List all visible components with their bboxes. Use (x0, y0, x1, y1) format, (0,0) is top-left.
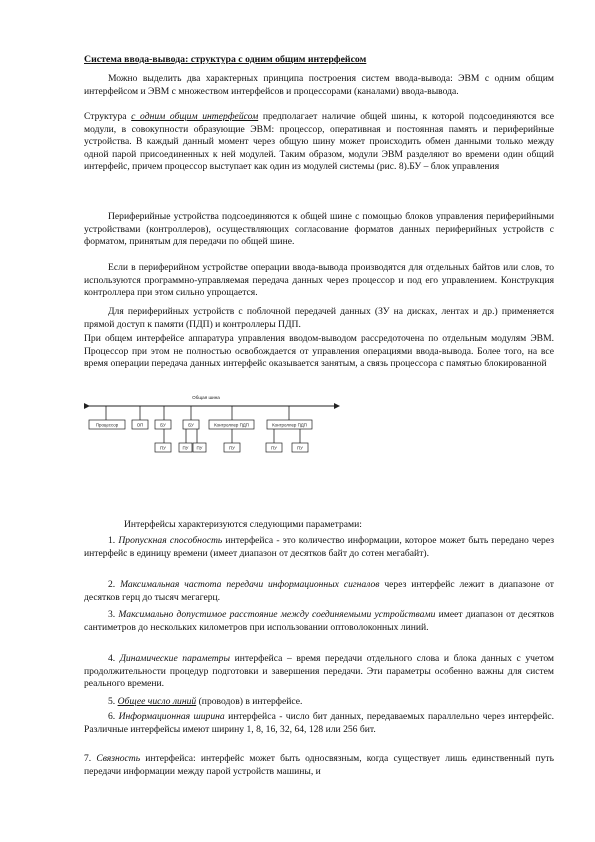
bus-structure-diagram (84, 392, 344, 460)
paragraph-structure-term: с одним общим интерфейсом (131, 111, 259, 122)
bus-label: Общая шина (192, 395, 220, 400)
device-label: ПУ (271, 445, 277, 451)
device-label: ПУ (297, 445, 303, 451)
paragraph-peripherals: Периферийные устройства подсоединяются к общей шине с помощью блоков управления периферийными устройствами (контроллеров), осуществляющих согласование форматов данных периферийных устройств с форматом, принятым для передачи по общей шине. (84, 211, 554, 248)
parameter-item-6: 6. Информационная ширина интерфейса - число бит данных, передаваемых параллельно через интерфейс. Различные интерфейсы имеют ширину 1, 8, 16, 32, 64, 128 или 256 бит. (84, 711, 554, 735)
parameter-term: Общее число линий (117, 696, 197, 707)
parameters-intro: Интерфейсы характеризуются следующими параметрами: (124, 519, 362, 530)
parameter-item-1: 1. Пропускная способность интерфейса - это количество информации, которое может быть передано через интерфейс в единицу времени (имеет диапазон от десятков байт до сотен мегабайт). (84, 535, 554, 559)
parameter-item-5: 5. Общее число линий (проводов) в интерфейсе. (108, 696, 303, 707)
paragraph-intro: Можно выделить два характерных принципа построения систем ввода-вывода: ЭВМ с одним общим интерфейсом и ЭВМ с множеством интерфейсов и процессорами (каналами) ввода-вывода. (84, 73, 554, 97)
paragraph-dma: Для периферийных устройств с поблочной передачей данных (ЗУ на дисках, лентах и др.) применяется прямой доступ к памяти (ПДП) и контроллеры ПДП. (84, 306, 554, 330)
module-label: БУ (160, 422, 166, 428)
device-label: ПУ (160, 445, 166, 451)
parameter-item-7: 7. Связность интерфейса: интерфейс может быть односвязным, когда существует лишь единственный путь передачи информации между парой устройств машины, и (84, 753, 554, 777)
parameter-term: Максимальная частота передачи информационных сигналов (120, 579, 380, 590)
parameter-term: Информационная ширина (118, 711, 225, 722)
parameter-item-2: 2. Максимальная частота передачи информационных сигналов через интерфейс лежит в диапазоне от десятков герц до тысяч мегагерц. (84, 579, 554, 603)
parameter-term: Пропускная способность (118, 535, 223, 546)
paragraph-program-transfer: Если в периферийном устройстве операции ввода-вывода производятся для отдельных байтов или слов, то используются программно-управляемая передача данных через процессор и под его управлением. Конструкция контроллера при этом сильно упрощается. (84, 262, 554, 299)
paragraph-structure-lead: Структура (84, 111, 132, 122)
parameter-term: Связность (96, 753, 141, 764)
module-label: ОП (136, 422, 144, 428)
section-title: Система ввода-вывода: структура с одним общим интерфейсом (84, 54, 367, 65)
module-label: Процессор (95, 422, 119, 428)
parameter-term: Динамические параметры (119, 653, 230, 664)
parameter-item-3: 3. Максимально допустимое расстояние между соединяемыми устройствами имеет диапазон от десятков сантиметров до нескольких километров при использовании оптоволоконных линий. (84, 609, 554, 633)
paragraph-structure (84, 111, 554, 174)
device-label: ПУ (229, 445, 235, 451)
parameter-item-4: 4. Динамические параметры интерфейса – время передачи отдельного слова и блока данных с учетом продолжительности процедур подготовки и завершения передачи. Эти параметры особенно важны для систем реального времени. (84, 653, 555, 690)
module-label: Контроллер ПДП (214, 422, 249, 428)
device-label: ПУ (182, 445, 189, 451)
device-label: ПУ (196, 445, 203, 451)
module-label: БУ (188, 422, 194, 428)
module-label: Контроллер ПДП (272, 422, 307, 428)
parameter-term: Максимально допустимое расстояние между соединяемыми устройствами (118, 609, 436, 620)
paragraph-common-interface: При общем интерфейсе аппаратура управления вводом-выводом рассредоточена по отдельным модулям ЭВМ. Процессор при этом не полностью освобождается от управления операциями ввода-вывода. Более того, на все время операции передача данных интерфейс оказывается занятым, а связь процессора с памятью блокированной (84, 333, 554, 370)
paragraph-structure-body: предполагает наличие общей шины, к которой подсоединяются все модули, в совокупности образующие ЭВМ: процессор, оперативная и постоянная память и периферийные устройства. В каждый данный момент через общую шину может происходить обмен данными только между одной парой присоединенных к ней модулей. Таким образом, модули ЭВМ разделяют во времени один общий интерфейс, причем процессор выступает как один из модулей системы (рис. 8).БУ – блок управления (84, 111, 555, 173)
